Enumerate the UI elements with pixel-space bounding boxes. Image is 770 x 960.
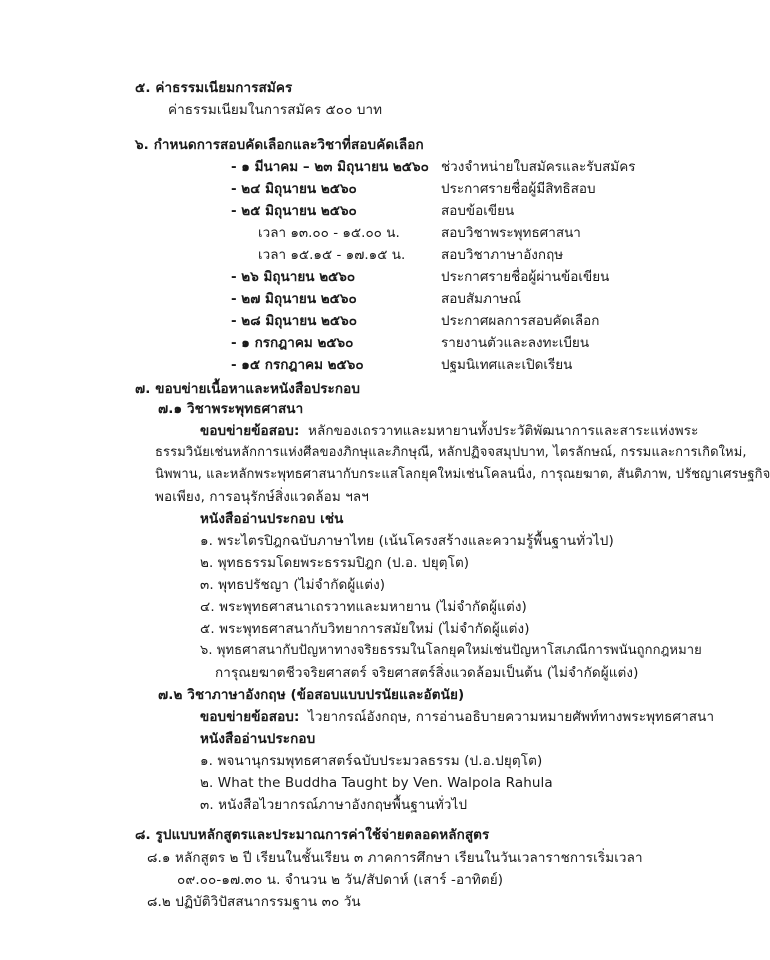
schedule-event: สอบวิชาภาษาอังกฤษ (441, 247, 564, 263)
book-item-continued: การุณยฆาตชีวจริยศาสตร์ จริยศาสตร์สิ่งแวดล้อมเป็นต้น (ไม่จำกัดผู้แต่ง) (215, 665, 639, 681)
schedule-time: เวลา ๑๕.๑๕ - ๑๗.๑๕ น. (258, 247, 406, 263)
book-item: ๕. พระพุทธศาสนากับวิทยาการสมัยใหม่ (ไม่จำกัดผู้แต่ง) (200, 621, 530, 637)
schedule-event: ปฐมนิเทศและเปิดเรียน (441, 357, 573, 373)
schedule-date: - ๒๔ มิถุนายน ๒๕๖๐ (231, 181, 357, 197)
book-item: ๖. พุทธศาสนากับปัญหาทางจริยธรรมในโลกยุคใหม่เช่นปัญหาโสเภณีการพนันถูกกฎหมาย (200, 643, 702, 658)
schedule-event: สอบสัมภาษณ์ (441, 291, 521, 307)
schedule-date: - ๑๕ กรกฎาคม ๒๕๖๐ (231, 357, 364, 373)
book-item: ๓. พุทธปรัชญา (ไม่จำกัดผู้แต่ง) (200, 577, 386, 593)
schedule-date: - ๒๗ มิถุนายน ๒๕๖๐ (231, 291, 357, 307)
schedule-event: ประกาศผลการสอบคัดเลือก (441, 313, 600, 329)
section-8-1-line: ๘.๑ หลักสูตร ๒ ปี เรียนในชั้นเรียน ๓ ภาคการศึกษา เรียนในวันเวลาราชการเริ่มเวลา (147, 850, 643, 866)
book-item: ๑. พระไตรปิฎกฉบับภาษาไทย (เน้นโครงสร้างและความรู้พื้นฐานทั่วไป) (200, 533, 614, 549)
scope-text-line: พอเพียง, การอนุรักษ์สิ่งแวดล้อม ฯลฯ (155, 489, 369, 505)
book-item: ๑. พจนานุกรมพุทธศาสตร์ฉบับประมวลธรรม (ป.อ.ปยุตฺโต) (200, 753, 543, 769)
schedule-event: ประกาศรายชื่อผู้มีสิทธิสอบ (441, 181, 596, 197)
schedule-event: รายงานตัวและลงทะเบียน (441, 335, 590, 351)
book-item: ๓. หนังสือไวยากรณ์ภาษาอังกฤษพื้นฐานทั่วไป (200, 797, 468, 813)
section-5-body: ค่าธรรมเนียมในการสมัคร ๕๐๐ บาท (168, 102, 383, 118)
schedule-event: ประกาศรายชื่อผู้ผ่านข้อเขียน (441, 269, 610, 285)
scope-text: ไวยากรณ์อังกฤษ, การอ่านอธิบายความหมายศัพท์ทางพระพุทธศาสนา (308, 709, 715, 725)
schedule-event: ช่วงจำหน่ายใบสมัครและรับสมัคร (441, 159, 636, 175)
books-label: หนังสืออ่านประกอบ เช่น (200, 511, 344, 527)
book-item: ๔. พระพุทธศาสนาเถรวาทและมหายาน (ไม่จำกัดผู้แต่ง) (200, 599, 527, 615)
scope-label: ขอบข่ายข้อสอบ: (200, 423, 300, 439)
schedule-date: - ๒๖ มิถุนายน ๒๕๖๐ (231, 269, 356, 285)
section-8-title: ๘. รูปแบบหลักสูตรและประมาณการค่าใช้จ่ายตลอดหลักสูตร (135, 827, 490, 843)
schedule-date: - ๑ กรกฎาคม ๒๕๖๐ (231, 335, 354, 351)
book-item: ๒. พุทธธรรมโดยพระธรรมปิฎก (ป.อ. ปยุตฺโต) (200, 555, 470, 571)
section-8-1-line: ๐๙.๐๐-๑๗.๓๐ น. จำนวน ๒ วัน/สัปดาห์ (เสาร์ -อาทิตย์) (177, 872, 504, 888)
schedule-time: เวลา ๑๓.๐๐ - ๑๕.๐๐ น. (258, 225, 400, 241)
scope-text-line: นิพพาน, และหลักพระพุทธศาสนากับกระแสโลกยุคใหม่เช่นโคลนนิ่ง, การุณยฆาต, สันติภาพ, ปรัชญาเศรษฐกิจ (155, 467, 770, 482)
section-8-2-line: ๘.๒ ปฏิบัติวิปัสสนากรรมฐาน ๓๐ วัน (147, 894, 361, 910)
section-7-1-title: ๗.๑ วิชาพระพุทธศาสนา (158, 401, 304, 417)
schedule-event: สอบข้อเขียน (441, 203, 515, 219)
schedule-date: - ๑ มีนาคม – ๒๓ มิถุนายน ๒๕๖๐ (231, 159, 429, 175)
section-6-title: ๖. กำหนดการสอบคัดเลือกและวิชาที่สอบคัดเลือก (135, 137, 424, 153)
scope-text-line: ธรรมวินัยเช่นหลักการแห่งศีลของภิกษุและภิกษุณี, หลักปฏิจจสมุปบาท, ไตรลักษณ์, กรรมและการเกิดใหม่, (155, 445, 747, 460)
scope-label: ขอบข่ายข้อสอบ: (200, 709, 300, 725)
section-7-2-title: ๗.๒ วิชาภาษาอังกฤษ (ข้อสอบแบบปรนัยและอัตนัย) (158, 687, 465, 703)
books-label: หนังสืออ่านประกอบ (200, 731, 316, 747)
schedule-date: - ๒๕ มิถุนายน ๒๕๖๐ (231, 203, 357, 219)
schedule-event: สอบวิชาพระพุทธศาสนา (441, 225, 581, 241)
section-5-title: ๕. ค่าธรรมเนียมการสมัคร (135, 80, 293, 96)
scope-text-line: หลักของเถรวาทและมหายานทั้งประวัติพัฒนาการและสาระแห่งพระ (308, 423, 699, 439)
book-item: ๒. What the Buddha Taught by Ven. Walpola Rahula (200, 775, 553, 791)
schedule-date: - ๒๘ มิถุนายน ๒๕๖๐ (231, 313, 357, 329)
section-7-title: ๗. ขอบข่ายเนื้อหาและหนังสือประกอบ (135, 381, 361, 397)
